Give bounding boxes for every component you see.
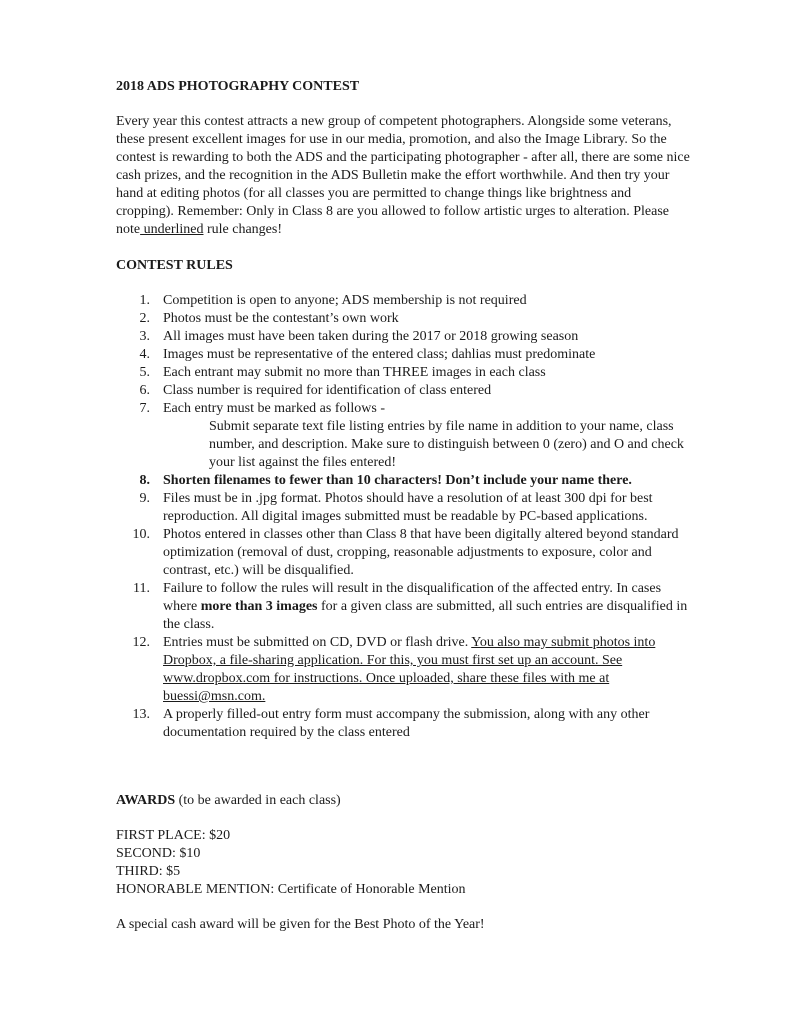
rule-number: 9. — [139, 491, 150, 506]
rule-text: Shorten filenames to fewer than 10 characters! Don’t include your name there. — [163, 473, 632, 488]
rule-item-5 — [116, 364, 690, 382]
intro-text-1: Every year this contest attracts a new group of competent photographers. Alongside some veterans, these present excellent images for use in our media, promotion, and also the Image Library. So the contest is rewarding to both the ADS and the participating photographer - after all, there are some nice cash prizes, and the recognition in the ADS Bulletin make the effort worthwhile. And then try your hand at editing photos (for all classes you are permitted to change things like brightness and cropping). Remember: Only in Class 8 are you allowed to follow artistic urges to alteration. Please note — [116, 114, 690, 237]
rule-number: 4. — [139, 347, 150, 362]
rules-heading: CONTEST RULES — [116, 258, 233, 273]
rule-item-4 — [116, 346, 690, 364]
rule-number: 7. — [139, 401, 150, 416]
intro-underlined-word: underlined — [140, 222, 204, 237]
rule-text-post: for a given class are submitted, all such entries are disqualified in the class. — [163, 599, 688, 632]
document-content — [116, 78, 690, 934]
rule-text: Competition is open to anyone; ADS membership is not required — [163, 293, 527, 308]
rule-item-10 — [116, 526, 690, 580]
page-title: 2018 ADS PHOTOGRAPHY CONTEST — [116, 79, 360, 94]
rule-item-12 — [116, 634, 690, 706]
rule-sub-note: Submit separate text file listing entries by file name in addition to your name, class number, and description. Make sure to distinguish between 0 (zero) and O and check your list against the files entered! — [209, 419, 684, 470]
rule-text-bold: more than 3 images — [200, 599, 318, 614]
rule-text: All images must have been taken during the 2017 or 2018 growing season — [163, 329, 579, 344]
awards-heading-suffix: (to be awarded in each class) — [175, 793, 341, 808]
rule-item-13 — [116, 706, 690, 742]
rule-item-3 — [116, 328, 690, 346]
rule-item-9 — [116, 490, 690, 526]
rule-item-1 — [116, 292, 690, 310]
rule-text — [163, 400, 690, 472]
rule-number: 13. — [132, 707, 150, 722]
rule-text — [163, 580, 690, 634]
awards-heading — [116, 792, 690, 810]
rule-item-8 — [116, 472, 690, 490]
rule-number: 1. — [139, 293, 150, 308]
rule-text: A properly filled-out entry form must accompany the submission, along with any other documentation required by the class entered — [163, 707, 650, 740]
rule-item-7 — [116, 400, 690, 472]
rule-number: 3. — [139, 329, 150, 344]
rule-text: Files must be in .jpg format. Photos should have a resolution of at least 300 dpi for best reproduction. All digital images submitted must be readable by PC-based applications. — [163, 491, 653, 524]
rule-text: Photos entered in classes other than Class 8 that have been digitally altered beyond standard optimization (removal of dust, cropping, reasonable adjustments to exposure, color and contrast, etc.) will be disqualified. — [163, 527, 679, 578]
special-award-note: A special cash award will be given for the Best Photo of the Year! — [116, 917, 485, 932]
rule-text: Photos must be the contestant’s own work — [163, 311, 399, 326]
rule-text-main: Each entry must be marked as follows - — [163, 401, 385, 416]
intro-paragraph — [116, 113, 690, 239]
awards-section — [116, 792, 690, 934]
award-line-third: THIRD: $5 — [116, 864, 181, 879]
rule-number: 8. — [139, 473, 150, 488]
rule-text: Each entrant may submit no more than THREE images in each class — [163, 365, 546, 380]
rule-text: Class number is required for identification of class entered — [163, 383, 492, 398]
rule-text — [163, 634, 690, 706]
intro-text-2: rule changes! — [203, 222, 283, 237]
rule-number: 5. — [139, 365, 150, 380]
award-line-first: FIRST PLACE: $20 — [116, 828, 231, 843]
rule-number: 11. — [133, 581, 150, 596]
rule-text-pre: Failure to follow the rules will result in the disqualification of the affected entry. In cases where — [163, 581, 662, 614]
rule-number: 10. — [132, 527, 150, 542]
rule-text-underlined: You also may submit photos into Dropbox, a file-sharing application. For this, you must first set up an account. See www.dropbox.com for instructions. Once uploaded, share these files with me at buessi@msn.com. — [163, 635, 656, 704]
rule-number: 2. — [139, 311, 150, 326]
awards-heading-label: AWARDS — [116, 793, 176, 808]
award-line-honorable: HONORABLE MENTION: Certificate of Honorable Mention — [116, 882, 466, 897]
rule-item-6 — [116, 382, 690, 400]
award-line-second: SECOND: $10 — [116, 846, 201, 861]
rule-number: 6. — [139, 383, 150, 398]
rule-text: Images must be representative of the entered class; dahlias must predominate — [163, 347, 596, 362]
rules-list — [116, 292, 690, 742]
rule-number: 12. — [132, 635, 150, 650]
rule-item-11 — [116, 580, 690, 634]
rule-item-2 — [116, 310, 690, 328]
rule-text-pre: Entries must be submitted on CD, DVD or flash drive. — [163, 635, 472, 650]
